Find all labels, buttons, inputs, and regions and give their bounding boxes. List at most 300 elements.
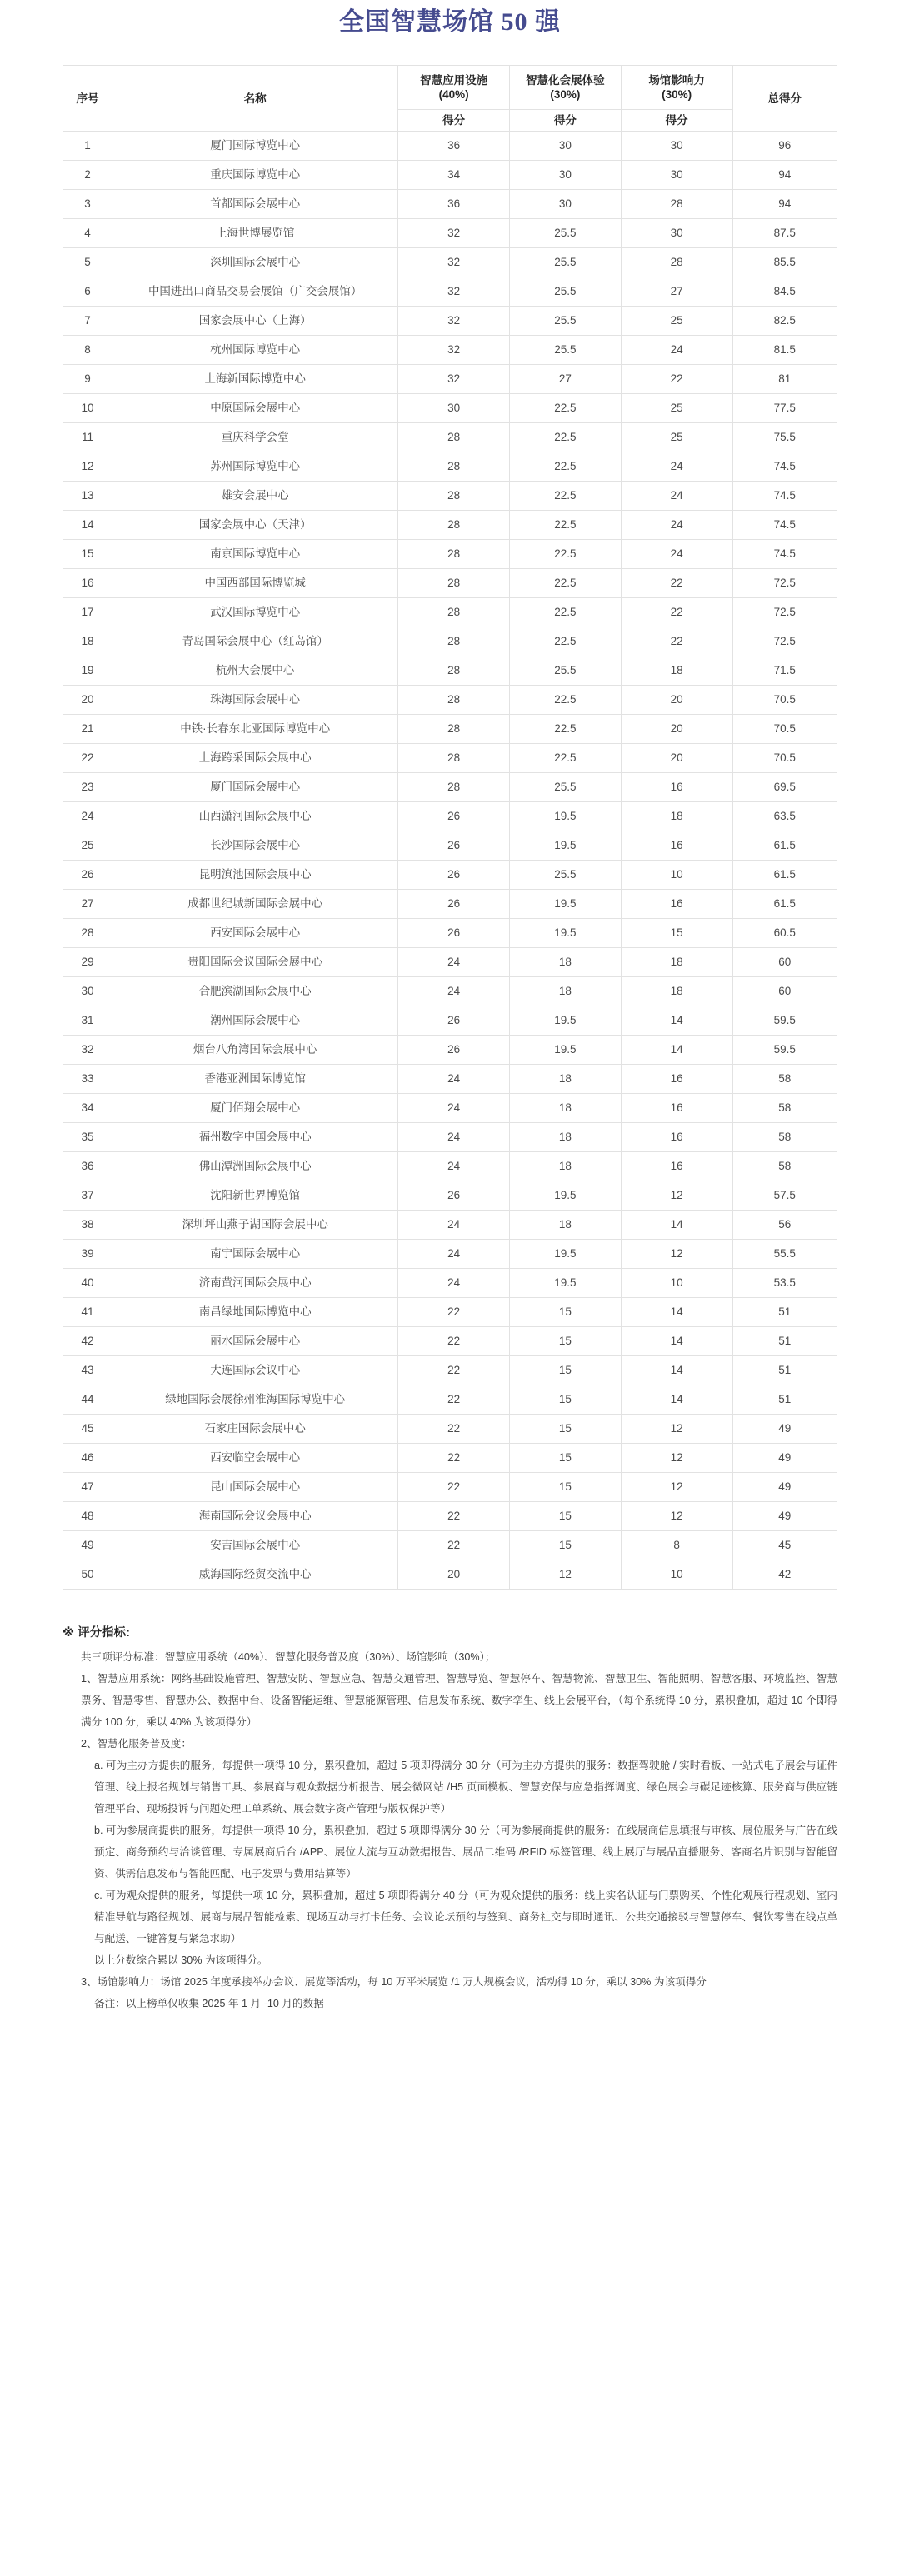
cell-venue-name: 山西潇河国际会展中心 <box>112 802 398 831</box>
cell-total-score: 59.5 <box>732 1006 837 1036</box>
cell-index: 26 <box>63 861 112 890</box>
notes-intro: 共三项评分标准：智慧应用系统（40%）、智慧化服务普及度（30%）、场馆影响（30%）； <box>81 1651 496 1663</box>
table-row <box>63 773 838 802</box>
cell-index: 46 <box>63 1444 112 1473</box>
table-row <box>63 890 838 919</box>
table-row <box>63 744 838 773</box>
cell-score-venue-influence: 12 <box>621 1502 732 1531</box>
cell-score-smart-facilities: 36 <box>398 132 510 161</box>
cell-score-smart-facilities: 30 <box>398 394 510 423</box>
cell-total-score: 70.5 <box>732 715 837 744</box>
cell-score-smart-experience: 15 <box>510 1502 622 1531</box>
header-sub-score-2: 得分 <box>510 110 622 132</box>
cell-score-smart-facilities: 22 <box>398 1531 510 1560</box>
cell-total-score: 61.5 <box>732 890 837 919</box>
cell-score-venue-influence: 30 <box>621 132 732 161</box>
cell-score-smart-facilities: 24 <box>398 948 510 977</box>
cell-score-smart-facilities: 22 <box>398 1385 510 1415</box>
cell-index: 8 <box>63 336 112 365</box>
cell-venue-name: 昆山国际会展中心 <box>112 1473 398 1502</box>
cell-venue-name: 中国进出口商品交易会展馆（广交会展馆） <box>112 277 398 307</box>
cell-total-score: 49 <box>732 1444 837 1473</box>
cell-index: 34 <box>63 1094 112 1123</box>
notes-item-1: 1、智慧应用系统：网络基础设施管理、智慧安防、智慧应急、智慧交通管理、智慧导览、智慧停车、智慧物流、智慧卫生、智能照明、智慧客服、环境监控、智慧票务、智慧零售、智慧办公、数据中台、设备智能运维、智慧能源管理、信息发布系统、数字孪生、线上会展平台，（每个系统得 10 分，累积叠加，超过 10 个即得满分 100 分，乘以 40% 为该项得分） <box>81 1673 838 1728</box>
cell-index: 10 <box>63 394 112 423</box>
cell-venue-name: 重庆科学会堂 <box>112 423 398 452</box>
cell-score-smart-facilities: 28 <box>398 452 510 482</box>
cell-venue-name: 上海世博展览馆 <box>112 219 398 248</box>
cell-score-venue-influence: 30 <box>621 161 732 190</box>
cell-score-smart-experience: 27 <box>510 365 622 394</box>
cell-venue-name: 重庆国际博览中心 <box>112 161 398 190</box>
table-row <box>63 1415 838 1444</box>
table-row <box>63 656 838 686</box>
cell-score-smart-facilities: 26 <box>398 802 510 831</box>
cell-venue-name: 昆明滇池国际会展中心 <box>112 861 398 890</box>
table-row <box>63 977 838 1006</box>
cell-venue-name: 长沙国际会展中心 <box>112 831 398 861</box>
header-sub-score-3: 得分 <box>621 110 732 132</box>
cell-total-score: 87.5 <box>732 219 837 248</box>
cell-venue-name: 潮州国际会展中心 <box>112 1006 398 1036</box>
cell-venue-name: 上海跨采国际会展中心 <box>112 744 398 773</box>
table-row <box>63 219 838 248</box>
cell-venue-name: 上海新国际博览中心 <box>112 365 398 394</box>
cell-index: 19 <box>63 656 112 686</box>
cell-score-venue-influence: 14 <box>621 1356 732 1385</box>
cell-venue-name: 威海国际经贸交流中心 <box>112 1560 398 1590</box>
header-index: 序号 <box>63 66 112 132</box>
cell-venue-name: 厦门佰翔会展中心 <box>112 1094 398 1123</box>
cell-score-venue-influence: 18 <box>621 656 732 686</box>
cell-index: 32 <box>63 1036 112 1065</box>
cell-score-smart-facilities: 28 <box>398 773 510 802</box>
cell-score-smart-facilities: 32 <box>398 365 510 394</box>
cell-score-smart-experience: 22.5 <box>510 569 622 598</box>
cell-total-score: 42 <box>732 1560 837 1590</box>
cell-total-score: 72.5 <box>732 598 837 627</box>
table-row <box>63 831 838 861</box>
cell-score-smart-facilities: 24 <box>398 1152 510 1181</box>
table-row <box>63 1269 838 1298</box>
cell-total-score: 74.5 <box>732 540 837 569</box>
cell-score-venue-influence: 24 <box>621 540 732 569</box>
cell-score-smart-experience: 18 <box>510 1152 622 1181</box>
cell-total-score: 51 <box>732 1385 837 1415</box>
cell-score-smart-experience: 15 <box>510 1531 622 1560</box>
cell-score-venue-influence: 12 <box>621 1473 732 1502</box>
table-header <box>63 66 838 132</box>
table-row <box>63 1327 838 1356</box>
cell-score-venue-influence: 10 <box>621 1269 732 1298</box>
cell-venue-name: 南昌绿地国际博览中心 <box>112 1298 398 1327</box>
cell-index: 21 <box>63 715 112 744</box>
cell-index: 33 <box>63 1065 112 1094</box>
cell-score-smart-facilities: 28 <box>398 423 510 452</box>
cell-score-smart-experience: 18 <box>510 948 622 977</box>
table-row <box>63 1006 838 1036</box>
cell-score-smart-facilities: 26 <box>398 831 510 861</box>
cell-index: 50 <box>63 1560 112 1590</box>
cell-score-smart-facilities: 32 <box>398 336 510 365</box>
cell-score-venue-influence: 28 <box>621 190 732 219</box>
cell-index: 4 <box>63 219 112 248</box>
cell-score-smart-experience: 25.5 <box>510 861 622 890</box>
cell-total-score: 75.5 <box>732 423 837 452</box>
cell-score-smart-facilities: 26 <box>398 919 510 948</box>
cell-total-score: 49 <box>732 1473 837 1502</box>
cell-score-venue-influence: 16 <box>621 1065 732 1094</box>
header-venue-influence-line1: 场馆影响力 <box>648 74 705 87</box>
cell-score-venue-influence: 20 <box>621 686 732 715</box>
table-row <box>63 1240 838 1269</box>
table-row <box>63 511 838 540</box>
cell-score-smart-experience: 19.5 <box>510 1006 622 1036</box>
header-venue-influence-line2: (30%) <box>662 88 692 101</box>
cell-total-score: 84.5 <box>732 277 837 307</box>
cell-total-score: 63.5 <box>732 802 837 831</box>
cell-score-smart-facilities: 28 <box>398 540 510 569</box>
cell-score-smart-experience: 25.5 <box>510 307 622 336</box>
cell-index: 38 <box>63 1211 112 1240</box>
cell-total-score: 72.5 <box>732 569 837 598</box>
cell-total-score: 70.5 <box>732 686 837 715</box>
cell-index: 17 <box>63 598 112 627</box>
table-row <box>63 1152 838 1181</box>
header-name: 名称 <box>112 66 398 132</box>
cell-score-venue-influence: 25 <box>621 394 732 423</box>
cell-score-smart-facilities: 22 <box>398 1327 510 1356</box>
cell-score-venue-influence: 16 <box>621 1152 732 1181</box>
cell-score-smart-experience: 19.5 <box>510 1240 622 1269</box>
cell-total-score: 82.5 <box>732 307 837 336</box>
cell-venue-name: 大连国际会议中心 <box>112 1356 398 1385</box>
cell-total-score: 60 <box>732 948 837 977</box>
cell-score-smart-facilities: 22 <box>398 1444 510 1473</box>
cell-score-smart-experience: 18 <box>510 977 622 1006</box>
cell-score-venue-influence: 22 <box>621 365 732 394</box>
cell-score-smart-facilities: 24 <box>398 1211 510 1240</box>
cell-score-venue-influence: 8 <box>621 1531 732 1560</box>
header-row-main <box>63 66 838 110</box>
cell-score-smart-facilities: 26 <box>398 890 510 919</box>
cell-score-smart-experience: 25.5 <box>510 277 622 307</box>
table-row <box>63 802 838 831</box>
cell-index: 22 <box>63 744 112 773</box>
cell-total-score: 61.5 <box>732 861 837 890</box>
table-row <box>63 948 838 977</box>
cell-score-smart-experience: 22.5 <box>510 511 622 540</box>
cell-total-score: 94 <box>732 161 837 190</box>
cell-venue-name: 南京国际博览中心 <box>112 540 398 569</box>
header-smart-facilities <box>398 66 510 110</box>
cell-total-score: 74.5 <box>732 452 837 482</box>
header-smart-experience <box>510 66 622 110</box>
cell-total-score: 56 <box>732 1211 837 1240</box>
cell-venue-name: 厦门国际博览中心 <box>112 132 398 161</box>
cell-venue-name: 安吉国际会展中心 <box>112 1531 398 1560</box>
cell-score-smart-facilities: 28 <box>398 482 510 511</box>
notes-item-2d: 以上分数综合累以 30% 为该项得分。 <box>94 1954 268 1966</box>
cell-venue-name: 首都国际会展中心 <box>112 190 398 219</box>
cell-score-venue-influence: 15 <box>621 919 732 948</box>
cell-score-smart-experience: 15 <box>510 1356 622 1385</box>
notes-footer: 备注：以上榜单仅收集 2025 年 1 月 -10 月的数据 <box>94 1998 324 2009</box>
table-row <box>63 919 838 948</box>
table-row <box>63 482 838 511</box>
cell-score-smart-experience: 19.5 <box>510 831 622 861</box>
table-row <box>63 336 838 365</box>
cell-score-smart-experience: 22.5 <box>510 423 622 452</box>
cell-total-score: 81 <box>732 365 837 394</box>
table-row <box>63 715 838 744</box>
cell-score-smart-facilities: 24 <box>398 977 510 1006</box>
cell-score-venue-influence: 27 <box>621 277 732 307</box>
cell-score-venue-influence: 14 <box>621 1298 732 1327</box>
cell-venue-name: 香港亚洲国际博览馆 <box>112 1065 398 1094</box>
cell-venue-name: 深圳坪山燕子湖国际会展中心 <box>112 1211 398 1240</box>
cell-venue-name: 西安临空会展中心 <box>112 1444 398 1473</box>
cell-index: 28 <box>63 919 112 948</box>
cell-index: 40 <box>63 1269 112 1298</box>
cell-score-venue-influence: 12 <box>621 1240 732 1269</box>
cell-score-venue-influence: 18 <box>621 802 732 831</box>
ranking-table-container <box>62 65 838 1590</box>
cell-score-venue-influence: 22 <box>621 569 732 598</box>
cell-score-venue-influence: 24 <box>621 482 732 511</box>
cell-score-smart-facilities: 36 <box>398 190 510 219</box>
table-row <box>63 540 838 569</box>
cell-score-smart-facilities: 24 <box>398 1065 510 1094</box>
table-row <box>63 1444 838 1473</box>
cell-venue-name: 国家会展中心（上海） <box>112 307 398 336</box>
cell-venue-name: 厦门国际会展中心 <box>112 773 398 802</box>
cell-score-smart-facilities: 24 <box>398 1094 510 1123</box>
table-row <box>63 365 838 394</box>
cell-score-venue-influence: 25 <box>621 307 732 336</box>
notes-item-3: 3、场馆影响力：场馆 2025 年度承接举办会议、展览等活动，每 10 万平米展览 /1 万人规模会议，活动得 10 分，乘以 30% 为该项得分 <box>81 1976 707 1988</box>
cell-total-score: 85.5 <box>732 248 837 277</box>
notes-item-2a: a. 可为主办方提供的服务，每提供一项得 10 分，累积叠加，超过 5 项即得满分 30 分（可为主办方提供的服务：数据驾驶舱 / 实时看板、一站式电子展会与证件管理、线上报名规划与销售工具、参展商与观众数据分析报告、展会微网站 /H5 页面模板、智慧安保与应急指挥调度、绿色展会与碳足迹核算、服务商与供应链管理平台、现场投诉与问题处理工单系统、展会数字资产管理与版权保护等） <box>94 1760 838 1815</box>
cell-index: 31 <box>63 1006 112 1036</box>
header-smart-facilities-line2: (40%) <box>438 88 469 101</box>
cell-score-smart-facilities: 32 <box>398 248 510 277</box>
cell-index: 2 <box>63 161 112 190</box>
cell-score-venue-influence: 14 <box>621 1006 732 1036</box>
notes-item-2: 2、智慧化服务普及度： <box>81 1738 192 1750</box>
cell-index: 35 <box>63 1123 112 1152</box>
cell-score-smart-facilities: 26 <box>398 1006 510 1036</box>
page-title: 全国智慧场馆 50 强 <box>339 8 561 36</box>
table-row <box>63 161 838 190</box>
cell-score-venue-influence: 14 <box>621 1385 732 1415</box>
cell-score-smart-facilities: 34 <box>398 161 510 190</box>
cell-score-smart-experience: 22.5 <box>510 598 622 627</box>
cell-total-score: 72.5 <box>732 627 837 656</box>
cell-venue-name: 合肥滨湖国际会展中心 <box>112 977 398 1006</box>
cell-score-venue-influence: 14 <box>621 1036 732 1065</box>
cell-venue-name: 杭州国际博览中心 <box>112 336 398 365</box>
table-body <box>63 132 838 1590</box>
cell-total-score: 49 <box>732 1415 837 1444</box>
table-row <box>63 1560 838 1590</box>
cell-score-venue-influence: 16 <box>621 1094 732 1123</box>
cell-index: 12 <box>63 452 112 482</box>
cell-score-smart-experience: 22.5 <box>510 482 622 511</box>
cell-score-venue-influence: 16 <box>621 831 732 861</box>
cell-index: 15 <box>63 540 112 569</box>
cell-score-smart-experience: 15 <box>510 1298 622 1327</box>
cell-total-score: 77.5 <box>732 394 837 423</box>
cell-index: 44 <box>63 1385 112 1415</box>
cell-index: 16 <box>63 569 112 598</box>
cell-venue-name: 中国西部国际博览城 <box>112 569 398 598</box>
cell-score-smart-facilities: 28 <box>398 656 510 686</box>
cell-score-smart-experience: 18 <box>510 1065 622 1094</box>
cell-score-smart-experience: 18 <box>510 1094 622 1123</box>
table-row <box>63 277 838 307</box>
cell-score-venue-influence: 22 <box>621 627 732 656</box>
cell-index: 42 <box>63 1327 112 1356</box>
cell-index: 49 <box>63 1531 112 1560</box>
cell-venue-name: 雄安会展中心 <box>112 482 398 511</box>
table-row <box>63 190 838 219</box>
cell-score-smart-facilities: 22 <box>398 1298 510 1327</box>
cell-score-smart-facilities: 26 <box>398 1181 510 1211</box>
cell-score-venue-influence: 18 <box>621 948 732 977</box>
cell-venue-name: 福州数字中国会展中心 <box>112 1123 398 1152</box>
cell-score-smart-facilities: 22 <box>398 1356 510 1385</box>
cell-venue-name: 贵阳国际会议国际会展中心 <box>112 948 398 977</box>
cell-venue-name: 成都世纪城新国际会展中心 <box>112 890 398 919</box>
table-row <box>63 1094 838 1123</box>
header-smart-experience-line2: (30%) <box>550 88 581 101</box>
cell-venue-name: 苏州国际博览中心 <box>112 452 398 482</box>
cell-venue-name: 国家会展中心（天津） <box>112 511 398 540</box>
cell-score-smart-experience: 15 <box>510 1327 622 1356</box>
cell-score-venue-influence: 20 <box>621 744 732 773</box>
cell-score-smart-experience: 19.5 <box>510 802 622 831</box>
cell-venue-name: 石家庄国际会展中心 <box>112 1415 398 1444</box>
table-row <box>63 307 838 336</box>
cell-score-smart-facilities: 28 <box>398 598 510 627</box>
cell-score-venue-influence: 14 <box>621 1211 732 1240</box>
table-row <box>63 1385 838 1415</box>
cell-total-score: 71.5 <box>732 656 837 686</box>
cell-score-smart-experience: 15 <box>510 1473 622 1502</box>
cell-venue-name: 沈阳新世界博览馆 <box>112 1181 398 1211</box>
table-row <box>63 569 838 598</box>
cell-score-smart-experience: 22.5 <box>510 744 622 773</box>
cell-score-venue-influence: 20 <box>621 715 732 744</box>
cell-total-score: 58 <box>732 1152 837 1181</box>
cell-total-score: 55.5 <box>732 1240 837 1269</box>
cell-total-score: 53.5 <box>732 1269 837 1298</box>
cell-total-score: 58 <box>732 1094 837 1123</box>
table-row <box>63 686 838 715</box>
table-row <box>63 861 838 890</box>
cell-index: 5 <box>63 248 112 277</box>
cell-score-venue-influence: 30 <box>621 219 732 248</box>
cell-venue-name: 西安国际会展中心 <box>112 919 398 948</box>
cell-total-score: 51 <box>732 1356 837 1385</box>
cell-venue-name: 杭州大会展中心 <box>112 656 398 686</box>
cell-index: 13 <box>63 482 112 511</box>
cell-index: 9 <box>63 365 112 394</box>
cell-score-smart-experience: 12 <box>510 1560 622 1590</box>
cell-venue-name: 中铁·长春东北亚国际博览中心 <box>112 715 398 744</box>
table-row <box>63 1356 838 1385</box>
cell-index: 20 <box>63 686 112 715</box>
cell-venue-name: 珠海国际会展中心 <box>112 686 398 715</box>
cell-total-score: 49 <box>732 1502 837 1531</box>
cell-index: 48 <box>63 1502 112 1531</box>
cell-venue-name: 烟台八角湾国际会展中心 <box>112 1036 398 1065</box>
cell-score-smart-facilities: 26 <box>398 861 510 890</box>
cell-total-score: 61.5 <box>732 831 837 861</box>
cell-score-smart-facilities: 22 <box>398 1502 510 1531</box>
table-row <box>63 1065 838 1094</box>
table-row <box>63 627 838 656</box>
cell-score-venue-influence: 16 <box>621 773 732 802</box>
cell-score-smart-experience: 25.5 <box>510 219 622 248</box>
cell-index: 30 <box>63 977 112 1006</box>
cell-index: 43 <box>63 1356 112 1385</box>
cell-total-score: 81.5 <box>732 336 837 365</box>
notes-item-2c: c. 可为观众提供的服务，每提供一项 10 分，累积叠加，超过 5 项即得满分 40 分（可为观众提供的服务：线上实名认证与门票购买、个性化观展行程规划、室内精准导航与路径规划、展商与展品智能检索、现场互动与打卡任务、会议论坛预约与签到、商务社交与即时通讯、公共交通接驳与智慧停车、餐饮零售在线点单与配送、一键答复与紧急求助） <box>94 1890 838 1944</box>
cell-total-score: 59.5 <box>732 1036 837 1065</box>
cell-total-score: 60 <box>732 977 837 1006</box>
cell-venue-name: 深圳国际会展中心 <box>112 248 398 277</box>
table-row <box>63 1181 838 1211</box>
cell-index: 45 <box>63 1415 112 1444</box>
cell-score-smart-experience: 25.5 <box>510 773 622 802</box>
cell-score-smart-experience: 22.5 <box>510 627 622 656</box>
cell-score-venue-influence: 10 <box>621 861 732 890</box>
cell-score-smart-experience: 25.5 <box>510 336 622 365</box>
cell-score-venue-influence: 16 <box>621 890 732 919</box>
cell-score-smart-facilities: 32 <box>398 219 510 248</box>
cell-score-smart-experience: 30 <box>510 132 622 161</box>
cell-score-smart-experience: 19.5 <box>510 1036 622 1065</box>
cell-index: 6 <box>63 277 112 307</box>
cell-venue-name: 青岛国际会展中心（红岛馆） <box>112 627 398 656</box>
header-smart-facilities-line1: 智慧应用设施 <box>420 74 488 87</box>
cell-score-smart-facilities: 26 <box>398 1036 510 1065</box>
cell-venue-name: 中原国际会展中心 <box>112 394 398 423</box>
cell-score-smart-experience: 22.5 <box>510 540 622 569</box>
table-row <box>63 248 838 277</box>
notes-item-2b: b. 可为参展商提供的服务，每提供一项得 10 分，累积叠加，超过 5 项即得满分 30 分（可为参展商提供的服务：在线展商信息填报与审核、展位服务与广告在线预定、商务预约与洽谈管理、专属展商后台 /APP、展位人流与互动数据报告、展品二维码 /RFID 标签管理、线上展厅与展品直播服务、客商名片识别与智能留资、供需信息发布与智能匹配、电子发票与费用结算等） <box>94 1825 838 1880</box>
cell-total-score: 60.5 <box>732 919 837 948</box>
cell-index: 11 <box>63 423 112 452</box>
cell-total-score: 57.5 <box>732 1181 837 1211</box>
cell-score-venue-influence: 12 <box>621 1415 732 1444</box>
cell-score-smart-experience: 25.5 <box>510 248 622 277</box>
cell-total-score: 74.5 <box>732 482 837 511</box>
table-row <box>63 598 838 627</box>
cell-index: 29 <box>63 948 112 977</box>
cell-score-smart-facilities: 22 <box>398 1415 510 1444</box>
cell-index: 47 <box>63 1473 112 1502</box>
cell-score-smart-facilities: 28 <box>398 511 510 540</box>
cell-score-venue-influence: 28 <box>621 248 732 277</box>
cell-score-venue-influence: 12 <box>621 1444 732 1473</box>
header-total-score: 总得分 <box>732 66 837 132</box>
cell-score-venue-influence: 16 <box>621 1123 732 1152</box>
table-row <box>63 1531 838 1560</box>
cell-index: 37 <box>63 1181 112 1211</box>
